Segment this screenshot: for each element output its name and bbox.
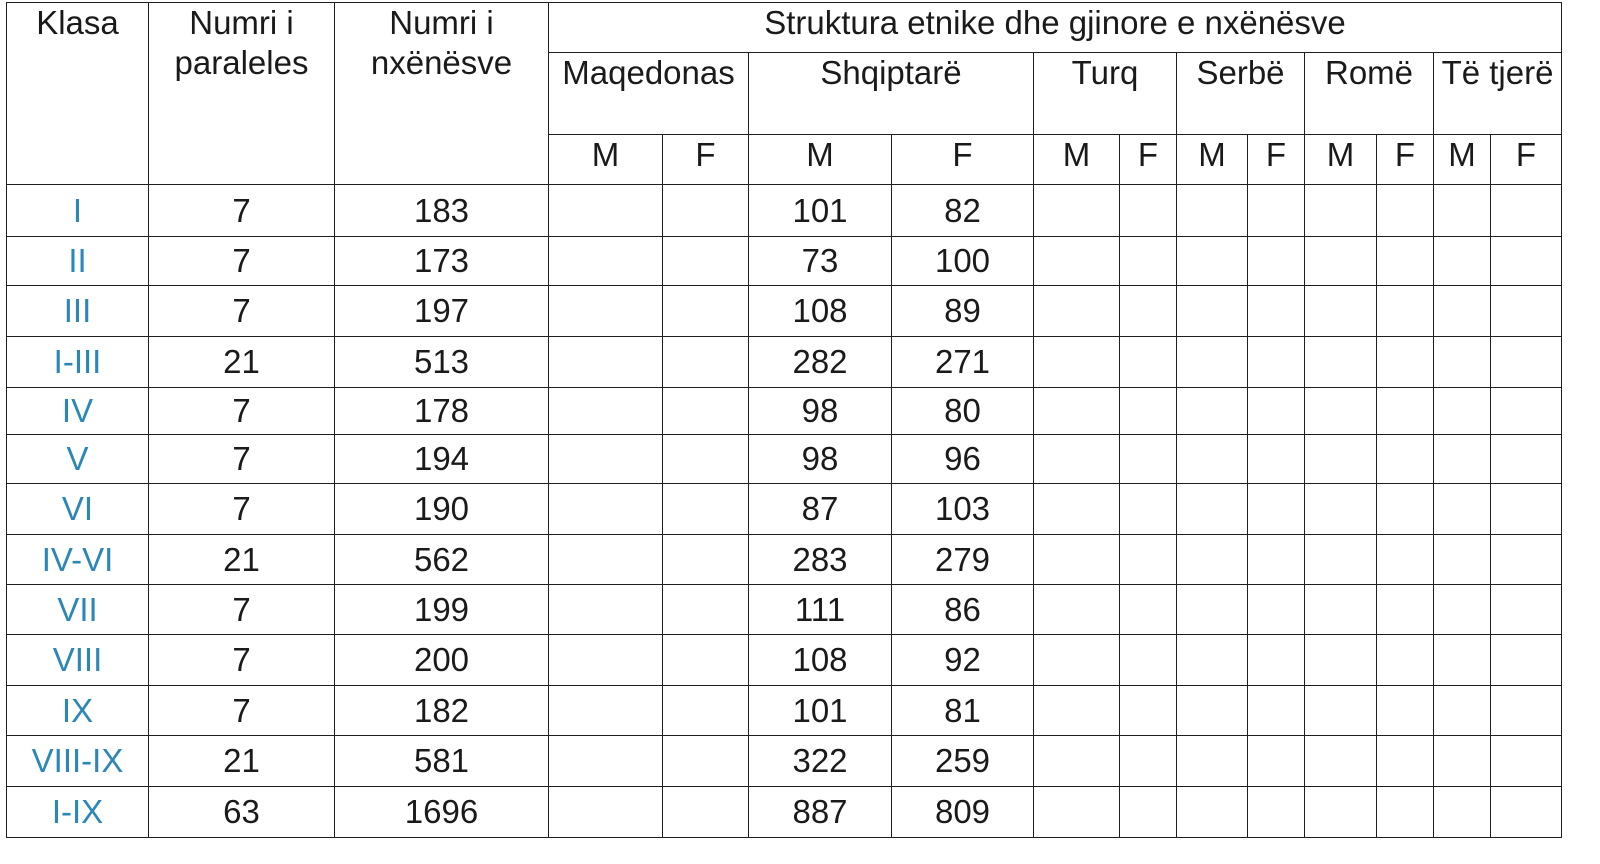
rome-f-cell [1377, 484, 1434, 535]
turq-f-cell [1120, 535, 1177, 585]
table-row [7, 388, 1562, 435]
header-numri-paraleles: Numri i paraleles [149, 3, 335, 185]
header-te-tjere-m: M [1434, 135, 1491, 185]
turq-f-cell [1120, 237, 1177, 286]
te-tjere-f-cell [1491, 435, 1562, 484]
serbe-f-cell [1248, 435, 1305, 484]
te-tjere-f-cell [1491, 286, 1562, 337]
serbe-f-cell [1248, 635, 1305, 686]
nxenes-cell: 182 [335, 686, 549, 736]
te-tjere-f-cell [1491, 686, 1562, 736]
maqedonas-f-cell [663, 736, 749, 787]
shqiptare-f-cell: 96 [892, 435, 1034, 484]
rome-f-cell [1377, 337, 1434, 388]
shqiptare-m-cell: 108 [749, 286, 892, 337]
turq-m-cell [1034, 484, 1120, 535]
rome-f-cell [1377, 535, 1434, 585]
maqedonas-m-cell [549, 337, 663, 388]
turq-m-cell [1034, 787, 1120, 838]
te-tjere-f-cell [1491, 185, 1562, 237]
rome-m-cell [1305, 286, 1377, 337]
serbe-m-cell [1177, 435, 1248, 484]
te-tjere-f-cell [1491, 237, 1562, 286]
nxenes-cell: 1696 [335, 787, 549, 838]
maqedonas-f-cell [663, 185, 749, 237]
serbe-m-cell [1177, 286, 1248, 337]
te-tjere-m-cell [1434, 635, 1491, 686]
rome-m-cell [1305, 787, 1377, 838]
te-tjere-m-cell [1434, 787, 1491, 838]
turq-m-cell [1034, 237, 1120, 286]
klasa-cell: IX [7, 686, 149, 736]
paralele-cell: 7 [149, 185, 335, 237]
klasa-cell: VIII-IX [7, 736, 149, 787]
shqiptare-f-cell: 92 [892, 635, 1034, 686]
serbe-m-cell [1177, 388, 1248, 435]
table-header [7, 3, 1562, 185]
te-tjere-m-cell [1434, 337, 1491, 388]
shqiptare-f-cell: 271 [892, 337, 1034, 388]
rome-m-cell [1305, 185, 1377, 237]
header-group-turq: Turq [1034, 53, 1177, 135]
serbe-m-cell [1177, 484, 1248, 535]
rome-m-cell [1305, 237, 1377, 286]
maqedonas-m-cell [549, 435, 663, 484]
klasa-cell: IV [7, 388, 149, 435]
shqiptare-m-cell: 887 [749, 787, 892, 838]
te-tjere-f-cell [1491, 337, 1562, 388]
serbe-f-cell [1248, 686, 1305, 736]
turq-f-cell [1120, 484, 1177, 535]
maqedonas-f-cell [663, 484, 749, 535]
rome-f-cell [1377, 635, 1434, 686]
header-klasa: Klasa [7, 3, 149, 185]
maqedonas-f-cell [663, 237, 749, 286]
te-tjere-f-cell [1491, 736, 1562, 787]
shqiptare-m-cell: 282 [749, 337, 892, 388]
header-shqiptare-f: F [892, 135, 1034, 185]
header-group-serbe: Serbë [1177, 53, 1305, 135]
rome-f-cell [1377, 286, 1434, 337]
te-tjere-f-cell [1491, 535, 1562, 585]
rome-m-cell [1305, 736, 1377, 787]
header-serbe-f: F [1248, 135, 1305, 185]
paralele-cell: 7 [149, 635, 335, 686]
te-tjere-m-cell [1434, 388, 1491, 435]
turq-m-cell [1034, 185, 1120, 237]
klasa-cell: I-III [7, 337, 149, 388]
te-tjere-m-cell [1434, 484, 1491, 535]
header-turq-f: F [1120, 135, 1177, 185]
turq-f-cell [1120, 686, 1177, 736]
maqedonas-f-cell [663, 388, 749, 435]
paralele-cell: 7 [149, 237, 335, 286]
serbe-f-cell [1248, 484, 1305, 535]
serbe-f-cell [1248, 185, 1305, 237]
nxenes-cell: 197 [335, 286, 549, 337]
turq-f-cell [1120, 736, 1177, 787]
maqedonas-f-cell [663, 635, 749, 686]
te-tjere-f-cell [1491, 388, 1562, 435]
maqedonas-f-cell [663, 435, 749, 484]
maqedonas-m-cell [549, 484, 663, 535]
shqiptare-f-cell: 100 [892, 237, 1034, 286]
serbe-f-cell [1248, 787, 1305, 838]
turq-m-cell [1034, 686, 1120, 736]
table-row [7, 787, 1562, 838]
serbe-m-cell [1177, 635, 1248, 686]
turq-f-cell [1120, 388, 1177, 435]
maqedonas-f-cell [663, 337, 749, 388]
maqedonas-m-cell [549, 535, 663, 585]
nxenes-cell: 194 [335, 435, 549, 484]
paralele-cell: 21 [149, 535, 335, 585]
nxenes-cell: 200 [335, 635, 549, 686]
shqiptare-m-cell: 322 [749, 736, 892, 787]
student-structure-table [6, 2, 1562, 838]
turq-m-cell [1034, 388, 1120, 435]
nxenes-cell: 178 [335, 388, 549, 435]
maqedonas-f-cell [663, 787, 749, 838]
serbe-m-cell [1177, 237, 1248, 286]
nxenes-cell: 199 [335, 585, 549, 635]
table-row [7, 535, 1562, 585]
rome-m-cell [1305, 635, 1377, 686]
turq-f-cell [1120, 585, 1177, 635]
shqiptare-f-cell: 809 [892, 787, 1034, 838]
header-struktura: Struktura etnike dhe gjinore e nxënësve [549, 3, 1562, 53]
rome-m-cell [1305, 585, 1377, 635]
table-row [7, 337, 1562, 388]
rome-m-cell [1305, 388, 1377, 435]
te-tjere-m-cell [1434, 686, 1491, 736]
serbe-m-cell [1177, 535, 1248, 585]
shqiptare-m-cell: 98 [749, 435, 892, 484]
header-te-tjere-f: F [1491, 135, 1562, 185]
table-row [7, 435, 1562, 484]
nxenes-cell: 513 [335, 337, 549, 388]
serbe-m-cell [1177, 185, 1248, 237]
shqiptare-f-cell: 82 [892, 185, 1034, 237]
klasa-cell: VII [7, 585, 149, 635]
serbe-f-cell [1248, 286, 1305, 337]
turq-m-cell [1034, 435, 1120, 484]
klasa-cell: I [7, 185, 149, 237]
rome-m-cell [1305, 686, 1377, 736]
maqedonas-m-cell [549, 736, 663, 787]
turq-m-cell [1034, 585, 1120, 635]
turq-f-cell [1120, 185, 1177, 237]
maqedonas-m-cell [549, 237, 663, 286]
shqiptare-m-cell: 111 [749, 585, 892, 635]
te-tjere-f-cell [1491, 635, 1562, 686]
paralele-cell: 7 [149, 484, 335, 535]
turq-f-cell [1120, 337, 1177, 388]
serbe-f-cell [1248, 237, 1305, 286]
maqedonas-m-cell [549, 388, 663, 435]
nxenes-cell: 173 [335, 237, 549, 286]
shqiptare-m-cell: 108 [749, 635, 892, 686]
table-row [7, 686, 1562, 736]
serbe-f-cell [1248, 535, 1305, 585]
table-row [7, 286, 1562, 337]
shqiptare-m-cell: 283 [749, 535, 892, 585]
paralele-cell: 63 [149, 787, 335, 838]
turq-f-cell [1120, 286, 1177, 337]
maqedonas-m-cell [549, 185, 663, 237]
maqedonas-f-cell [663, 535, 749, 585]
te-tjere-m-cell [1434, 535, 1491, 585]
header-numri-nxenesve: Numri i nxënësve [335, 3, 549, 185]
rome-f-cell [1377, 736, 1434, 787]
turq-f-cell [1120, 787, 1177, 838]
nxenes-cell: 183 [335, 185, 549, 237]
te-tjere-f-cell [1491, 585, 1562, 635]
te-tjere-m-cell [1434, 286, 1491, 337]
table-row [7, 736, 1562, 787]
header-maqedonas-m: M [549, 135, 663, 185]
serbe-m-cell [1177, 787, 1248, 838]
shqiptare-f-cell: 81 [892, 686, 1034, 736]
klasa-cell: II [7, 237, 149, 286]
turq-f-cell [1120, 635, 1177, 686]
rome-f-cell [1377, 435, 1434, 484]
maqedonas-m-cell [549, 686, 663, 736]
rome-m-cell [1305, 337, 1377, 388]
rome-f-cell [1377, 185, 1434, 237]
header-group-maqedonas: Maqedonas [549, 53, 749, 135]
rome-f-cell [1377, 787, 1434, 838]
serbe-f-cell [1248, 337, 1305, 388]
header-maqedonas-f: F [663, 135, 749, 185]
maqedonas-f-cell [663, 686, 749, 736]
header-group-te-tjere: Të tjerë [1434, 53, 1562, 135]
header-rome-f: F [1377, 135, 1434, 185]
table-row [7, 635, 1562, 686]
te-tjere-m-cell [1434, 736, 1491, 787]
te-tjere-m-cell [1434, 185, 1491, 237]
nxenes-cell: 190 [335, 484, 549, 535]
te-tjere-m-cell [1434, 585, 1491, 635]
turq-m-cell [1034, 286, 1120, 337]
turq-f-cell [1120, 435, 1177, 484]
shqiptare-f-cell: 259 [892, 736, 1034, 787]
shqiptare-f-cell: 86 [892, 585, 1034, 635]
shqiptare-m-cell: 87 [749, 484, 892, 535]
te-tjere-f-cell [1491, 484, 1562, 535]
shqiptare-f-cell: 103 [892, 484, 1034, 535]
table-row [7, 237, 1562, 286]
paralele-cell: 7 [149, 388, 335, 435]
table-row [7, 484, 1562, 535]
serbe-f-cell [1248, 736, 1305, 787]
shqiptare-f-cell: 89 [892, 286, 1034, 337]
serbe-m-cell [1177, 585, 1248, 635]
klasa-cell: V [7, 435, 149, 484]
te-tjere-m-cell [1434, 237, 1491, 286]
shqiptare-m-cell: 73 [749, 237, 892, 286]
rome-f-cell [1377, 388, 1434, 435]
klasa-cell: VIII [7, 635, 149, 686]
paralele-cell: 21 [149, 337, 335, 388]
te-tjere-f-cell [1491, 787, 1562, 838]
maqedonas-f-cell [663, 585, 749, 635]
turq-m-cell [1034, 535, 1120, 585]
shqiptare-m-cell: 101 [749, 185, 892, 237]
klasa-cell: I-IX [7, 787, 149, 838]
maqedonas-f-cell [663, 286, 749, 337]
maqedonas-m-cell [549, 787, 663, 838]
maqedonas-m-cell [549, 585, 663, 635]
table-row [7, 185, 1562, 237]
rome-m-cell [1305, 435, 1377, 484]
serbe-m-cell [1177, 686, 1248, 736]
serbe-f-cell [1248, 585, 1305, 635]
header-turq-m: M [1034, 135, 1120, 185]
paralele-cell: 7 [149, 435, 335, 484]
te-tjere-m-cell [1434, 435, 1491, 484]
rome-m-cell [1305, 535, 1377, 585]
shqiptare-m-cell: 101 [749, 686, 892, 736]
paralele-cell: 7 [149, 585, 335, 635]
turq-m-cell [1034, 337, 1120, 388]
table-row [7, 585, 1562, 635]
klasa-cell: VI [7, 484, 149, 535]
shqiptare-f-cell: 279 [892, 535, 1034, 585]
nxenes-cell: 581 [335, 736, 549, 787]
rome-m-cell [1305, 484, 1377, 535]
nxenes-cell: 562 [335, 535, 549, 585]
maqedonas-m-cell [549, 286, 663, 337]
klasa-cell: III [7, 286, 149, 337]
header-rome-m: M [1305, 135, 1377, 185]
header-group-shqiptare: Shqiptarë [749, 53, 1034, 135]
turq-m-cell [1034, 736, 1120, 787]
paralele-cell: 7 [149, 286, 335, 337]
serbe-f-cell [1248, 388, 1305, 435]
klasa-cell: IV-VI [7, 535, 149, 585]
rome-f-cell [1377, 585, 1434, 635]
rome-f-cell [1377, 686, 1434, 736]
serbe-m-cell [1177, 337, 1248, 388]
header-serbe-m: M [1177, 135, 1248, 185]
shqiptare-f-cell: 80 [892, 388, 1034, 435]
paralele-cell: 7 [149, 686, 335, 736]
header-shqiptare-m: M [749, 135, 892, 185]
shqiptare-m-cell: 98 [749, 388, 892, 435]
table-body [7, 185, 1562, 838]
turq-m-cell [1034, 635, 1120, 686]
rome-f-cell [1377, 237, 1434, 286]
header-group-rome: Romë [1305, 53, 1434, 135]
serbe-m-cell [1177, 736, 1248, 787]
paralele-cell: 21 [149, 736, 335, 787]
maqedonas-m-cell [549, 635, 663, 686]
